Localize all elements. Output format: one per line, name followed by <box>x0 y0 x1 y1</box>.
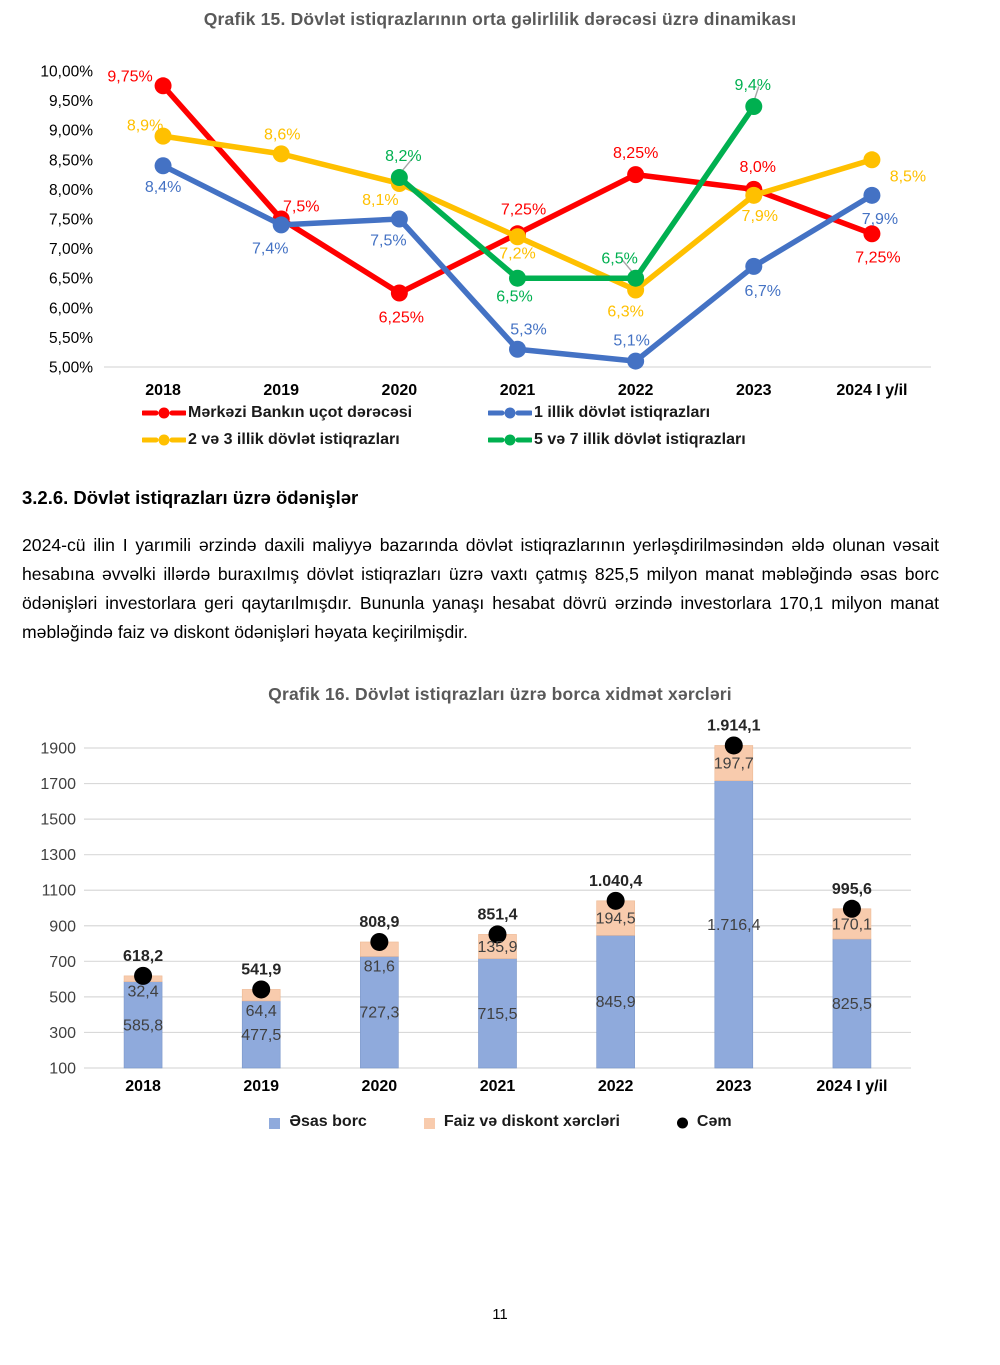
faiz-label: 64,4 <box>245 1002 277 1020</box>
legend-label: Mərkəzi Bankın uçot dərəcəsi <box>188 404 413 421</box>
faiz-label: 32,4 <box>127 983 159 1001</box>
total-point <box>252 980 270 998</box>
data-point <box>509 341 526 358</box>
x-axis-category-label: 2018 <box>125 1078 161 1095</box>
chart15-plot <box>0 48 1000 404</box>
y-axis-tick-label: 1700 <box>40 776 76 794</box>
data-point-label: 7,5% <box>282 198 320 216</box>
chart15-legend <box>142 404 746 449</box>
y-axis-tick-label: 5,50% <box>49 329 93 347</box>
y-axis-tick-label: 1900 <box>40 740 76 758</box>
data-point-label: 8,6% <box>263 126 301 144</box>
legend-label: Faiz və diskont xərcləri <box>443 1113 620 1130</box>
y-axis-tick-label: 9,50% <box>49 93 93 111</box>
esas-borc-label: 1.716,4 <box>707 916 761 934</box>
data-point-label: 7,5% <box>370 232 407 250</box>
y-axis-tick-label: 1100 <box>41 882 76 900</box>
esas-borc-label: 477,5 <box>241 1026 282 1044</box>
y-axis-tick-label: 300 <box>49 1024 76 1042</box>
data-point-label: 9,75% <box>107 68 153 86</box>
data-point-label: 7,4% <box>251 240 289 258</box>
chart16-title: Qrafik 16. Dövlət istiqrazları üzrə borca xidmət xərcləri <box>268 684 732 704</box>
total-point <box>370 933 388 951</box>
data-point-label: 6,3% <box>607 303 644 321</box>
data-point-label: 6,7% <box>744 282 782 300</box>
data-point <box>391 169 408 186</box>
legend-label: 5 və 7 illik dövlət istiqrazları <box>534 431 746 448</box>
faiz-label: 135,9 <box>477 938 518 956</box>
data-point-label: 6,5% <box>601 250 638 268</box>
data-point-label: 8,9% <box>126 117 164 135</box>
data-point-label: 6,5% <box>496 288 533 306</box>
y-axis-tick-label: 9,00% <box>49 122 93 140</box>
legend-item-series-2 <box>142 431 488 449</box>
data-point <box>863 225 880 242</box>
x-axis-category-label: 2021 <box>499 382 536 399</box>
y-axis-tick-label: 8,00% <box>49 181 93 199</box>
data-point <box>391 211 408 228</box>
y-axis-tick-label: 10,00% <box>40 63 93 81</box>
y-axis-tick-label: 7,50% <box>49 211 93 229</box>
total-point <box>134 967 152 985</box>
total-point <box>843 900 861 918</box>
esas-borc-label: 727,3 <box>359 1004 400 1022</box>
esas-borc-label: 715,5 <box>477 1005 518 1023</box>
data-point-label: 8,2% <box>385 148 422 166</box>
y-axis-tick-label: 6,50% <box>49 270 93 288</box>
esas-borc-label: 825,5 <box>831 996 872 1014</box>
data-point-label: 8,1% <box>362 191 399 209</box>
data-point-label: 9,4% <box>734 77 772 95</box>
total-label: 1.914,1 <box>707 717 761 735</box>
data-point <box>863 187 880 204</box>
total-point <box>725 736 743 754</box>
data-point <box>745 98 762 115</box>
total-label: 541,9 <box>241 961 282 979</box>
faiz-label: 81,6 <box>363 958 395 976</box>
x-axis-category-label: 2021 <box>479 1078 516 1095</box>
legend-label: 1 illik dövlət istiqrazları <box>534 404 711 421</box>
chart15-title: Qrafik 15. Dövlət istiqrazlarının orta gəlirlilik dərəcəsi üzrə dinamikası <box>203 9 797 29</box>
legend-item-series-0 <box>268 1113 366 1131</box>
legend-line-marker-icon <box>488 434 532 446</box>
chart16-plot <box>0 712 1000 1104</box>
data-point-label: 7,9% <box>741 207 779 225</box>
x-axis-category-label: 2023 <box>715 1078 752 1095</box>
legend-item-series-2 <box>676 1113 732 1131</box>
x-axis-category-label: 2024 I y/il <box>816 1078 888 1095</box>
total-label: 995,6 <box>831 880 872 898</box>
data-point <box>155 157 172 174</box>
data-point-label: 7,25% <box>855 249 901 267</box>
legend-label: 2 və 3 illik dövlət istiqrazları <box>188 431 400 448</box>
x-axis-category-label: 2020 <box>361 1078 398 1095</box>
data-point <box>391 285 408 302</box>
data-point-label: 7,25% <box>500 201 547 219</box>
y-axis-tick-label: 8,50% <box>49 152 93 170</box>
x-axis-category-label: 2024 I y/il <box>836 382 908 399</box>
legend-label: Əsas borc <box>289 1113 367 1130</box>
body-paragraph: 2024-cü ilin I yarımili ərzində daxili maliyyə bazarında dövlət istiqrazlarının yerləşdirilməsindən əldə olunan vəsait hesabına əvvəlki illərdə buraxılmış dövlət istiqrazları üzrə vaxtı çatmış 825,5 milyon manat məbləğində əsas borc ödənişləri investorlara geri qaytarılmışdır. Bununla yanaşı hesabat dövrü ərzində investorlara 170,1 milyon manat məbləğində faiz və diskont ödənişləri həyata keçirilmişdir. <box>22 535 939 642</box>
faiz-label: 194,5 <box>595 910 636 928</box>
legend-item-series-0 <box>142 404 488 422</box>
total-label: 618,2 <box>123 947 164 965</box>
x-axis-category-label: 2022 <box>597 1078 634 1095</box>
data-point <box>155 77 172 94</box>
data-point <box>273 145 290 162</box>
y-axis-tick-label: 500 <box>49 989 76 1007</box>
y-axis-tick-label: 7,00% <box>49 241 93 259</box>
total-label: 808,9 <box>359 913 400 931</box>
legend-item-series-1 <box>423 1113 620 1131</box>
esas-borc-label: 845,9 <box>595 994 636 1012</box>
y-axis-tick-label: 700 <box>49 953 76 971</box>
data-point <box>627 353 644 370</box>
data-point-label: 6,25% <box>378 309 425 327</box>
data-point-label: 7,9% <box>861 210 899 228</box>
esas-borc-label: 585,8 <box>123 1017 164 1035</box>
data-point <box>863 151 880 168</box>
x-axis-category-label: 2022 <box>617 382 654 399</box>
y-axis-tick-label: 900 <box>49 918 76 936</box>
data-point <box>745 187 762 204</box>
y-axis-tick-label: 1500 <box>40 811 76 829</box>
legend-dot-marker-icon <box>676 1116 689 1129</box>
data-point <box>627 270 644 287</box>
y-axis-tick-label: 1300 <box>40 847 76 865</box>
section-heading: 3.2.6. Dövlət istiqrazları üzrə ödənişlər <box>22 487 359 508</box>
data-point-label: 8,0% <box>739 158 777 176</box>
data-point-label: 5,3% <box>510 321 547 339</box>
legend-square-marker-icon <box>268 1116 281 1129</box>
data-point-label: 7,2% <box>499 245 536 263</box>
x-axis-category-label: 2019 <box>243 1078 280 1095</box>
total-point <box>607 892 625 910</box>
x-axis-category-label: 2018 <box>145 382 181 399</box>
data-point-label: 8,5% <box>889 168 927 186</box>
series-line <box>399 107 753 279</box>
data-point <box>509 228 526 245</box>
data-point-label: 5,1% <box>613 332 650 350</box>
page-number: 11 <box>492 1306 508 1323</box>
y-axis-tick-label: 6,00% <box>49 300 93 318</box>
legend-square-marker-icon <box>423 1116 436 1129</box>
data-point <box>509 270 526 287</box>
total-label: 851,4 <box>477 906 518 924</box>
x-axis-category-label: 2020 <box>381 382 418 399</box>
legend-line-marker-icon <box>488 407 532 419</box>
faiz-label: 170,1 <box>831 916 872 934</box>
total-label: 1.040,4 <box>588 872 643 890</box>
x-axis-category-label: 2019 <box>263 382 300 399</box>
legend-item-series-3 <box>488 431 746 449</box>
y-axis-tick-label: 5,00% <box>49 359 93 377</box>
data-point <box>627 166 644 183</box>
data-point-label: 8,4% <box>144 179 182 197</box>
chart16-legend <box>0 1113 1000 1131</box>
y-axis-tick-label: 100 <box>49 1060 76 1078</box>
legend-item-series-1 <box>488 404 746 422</box>
faiz-label: 197,7 <box>713 755 754 773</box>
legend-line-marker-icon <box>142 434 186 446</box>
data-point <box>273 216 290 233</box>
data-point <box>745 258 762 275</box>
data-point-label: 8,25% <box>612 145 659 163</box>
legend-line-marker-icon <box>142 407 186 419</box>
x-axis-category-label: 2023 <box>735 382 772 399</box>
legend-label: Cəm <box>696 1113 732 1130</box>
